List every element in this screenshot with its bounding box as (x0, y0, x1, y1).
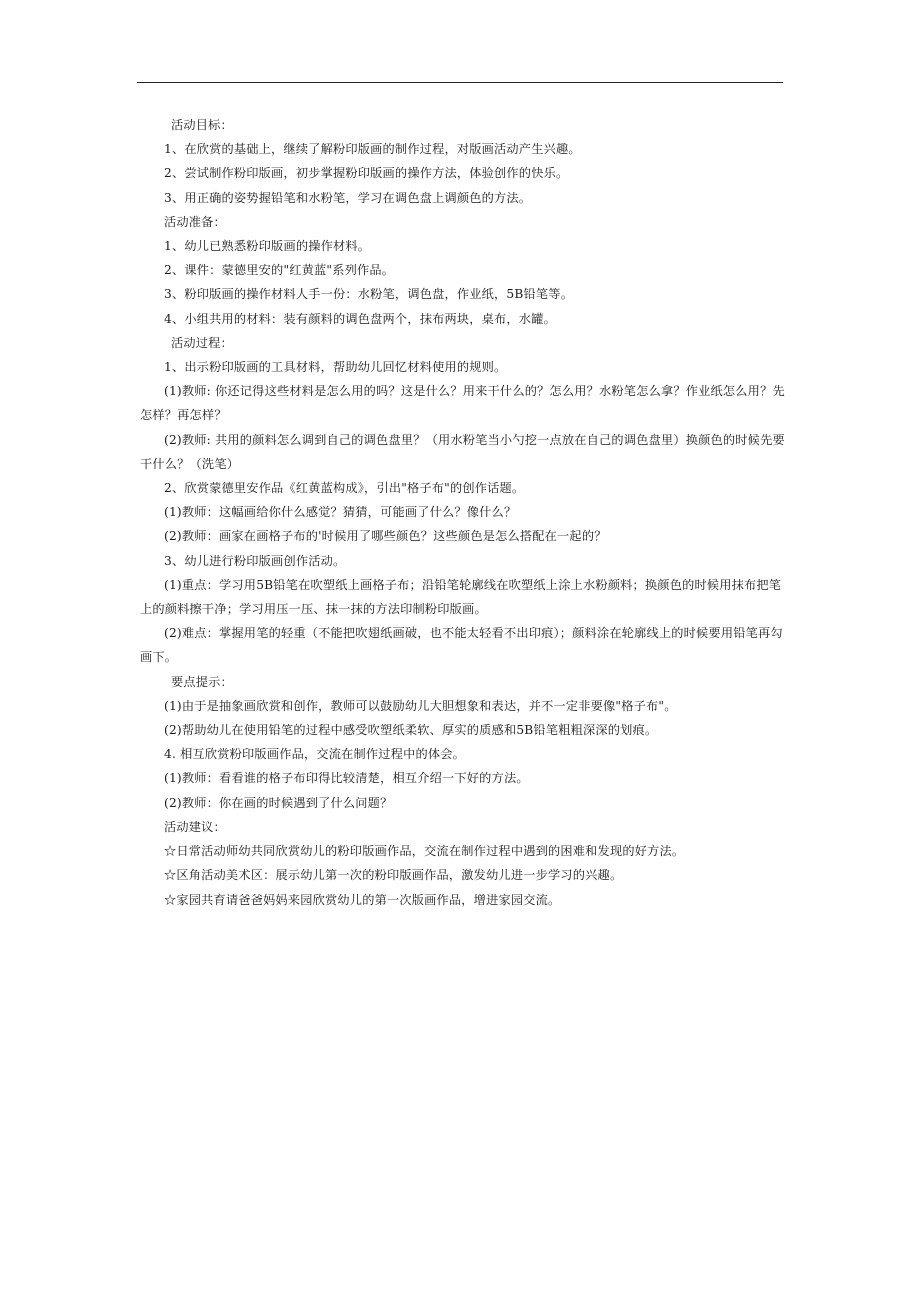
section-heading-tips: 要点提示： (171, 674, 233, 689)
paragraph-line: (1)教师：看看谁的格子布印得比较清楚，相互介绍一下好的方法。 (164, 771, 529, 786)
paragraph-line: 3、粉印版画的操作材料人手一份：水粉笔，调色盘，作业纸，5B铅笔等。 (164, 287, 574, 302)
header-rule (137, 82, 783, 83)
paragraph-line: (2)教师：你在画的时候遇到了什么问题？ (164, 795, 393, 810)
paragraph-line: (1)教师: 你还记得这些材料是怎么用的吗？这是什么？用来干什么的？怎么用？水粉笔怎么拿？作业纸怎么用？先 (164, 384, 785, 399)
paragraph-line: 3、幼儿进行粉印版画创作活动。 (164, 553, 346, 568)
paragraph-line-continued: 上的颜料擦干净；学习用压一压、抹一抹的方法印制粉印版画。 (140, 602, 487, 617)
paragraph-line-continued: 怎样？再怎样？ (140, 408, 227, 423)
paragraph-line: 4、小组共用的材料：装有颜料的调色盘两个，抹布两块，桌布，水罐。 (164, 311, 556, 326)
paragraph-line: 2、尝试制作粉印版画，初步掌握粉印版画的操作方法，体验创作的快乐。 (164, 166, 569, 181)
paragraph-line: (1)由于是抽象画欣赏和创作，教师可以鼓励幼儿大胆想象和表达，并不一定非要像"格子布"。 (164, 698, 677, 713)
paragraph-line-continued: 画下。 (140, 650, 178, 665)
paragraph-line: (2)教师：画家在画格子布的'时候用了哪些颜色？这些颜色是怎么搭配在一起的？ (164, 529, 607, 544)
paragraph-line: ☆家园共育请爸爸妈妈来园欣赏幼儿的第一次版画作品，增进家园交流。 (164, 892, 561, 907)
paragraph-line: 1、出示粉印版画的工具材料，帮助幼儿回忆材料使用的规则。 (164, 360, 507, 375)
paragraph-line: 1、在欣赏的基础上，继续了解粉印版画的制作过程，对版画活动产生兴趣。 (164, 142, 581, 157)
paragraph-line: 2、课件：蒙德里安的"红黄蓝"系列作品。 (164, 263, 395, 278)
paragraph-line: (2)教师: 共用的颜料怎么调到自己的调色盘里？（用水粉笔当小勺挖一点放在自己的调色盘里）换颜色的时候先要 (164, 432, 785, 447)
document-body (140, 113, 786, 912)
section-heading-process: 活动过程： (171, 335, 233, 350)
paragraph-line: 1、幼儿已熟悉粉印版画的操作材料。 (164, 239, 371, 254)
paragraph-line: (1)教师：这幅画给你什么感觉？猜猜，可能画了什么？像什么？ (164, 505, 517, 520)
section-heading-goals: 活动目标： (171, 118, 233, 132)
paragraph-line: 3、用正确的姿势握铅笔和水粉笔，学习在调色盘上调颜色的方法。 (164, 190, 532, 205)
paragraph-line: 4. 相互欣赏粉印版画作品，交流在制作过程中的体会。 (164, 747, 466, 762)
paragraph-line: (1)重点：学习用5B铅笔在吹塑纸上画格子布；沿铅笔轮廓线在吹塑纸上涂上水粉颜料；换颜色的时候用抹布把笔 (164, 577, 782, 592)
section-heading-preparation: 活动准备： (164, 214, 226, 229)
paragraph-line: (2)帮助幼儿在使用铅笔的过程中感受吹塑纸柔软、厚实的质感和5B铅笔粗粗深深的划痕。 (164, 723, 658, 738)
section-heading-suggestions: 活动建议： (164, 819, 226, 834)
paragraph-line: (2)难点：掌握用笔的轻重（不能把吹翅纸画破，也不能太轻看不出印痕）；颜料涂在轮廓线上的时候要用铅笔再勾 (164, 626, 783, 641)
paragraph-line: 2、欣赏蒙德里安作品《红黄蓝构成》，引出"格子布"的创作话题。 (164, 481, 525, 496)
paragraph-line: ☆区角活动美术区：展示幼儿第一次的粉印版画作品，激发幼儿进一步学习的兴趣。 (164, 868, 623, 883)
paragraph-line: ☆日常活动师幼共同欣赏幼儿的粉印版画作品，交流在制作过程中遇到的困难和发现的好方法。 (164, 844, 685, 859)
paragraph-line-continued: 干什么？（洗笔） (140, 456, 240, 471)
